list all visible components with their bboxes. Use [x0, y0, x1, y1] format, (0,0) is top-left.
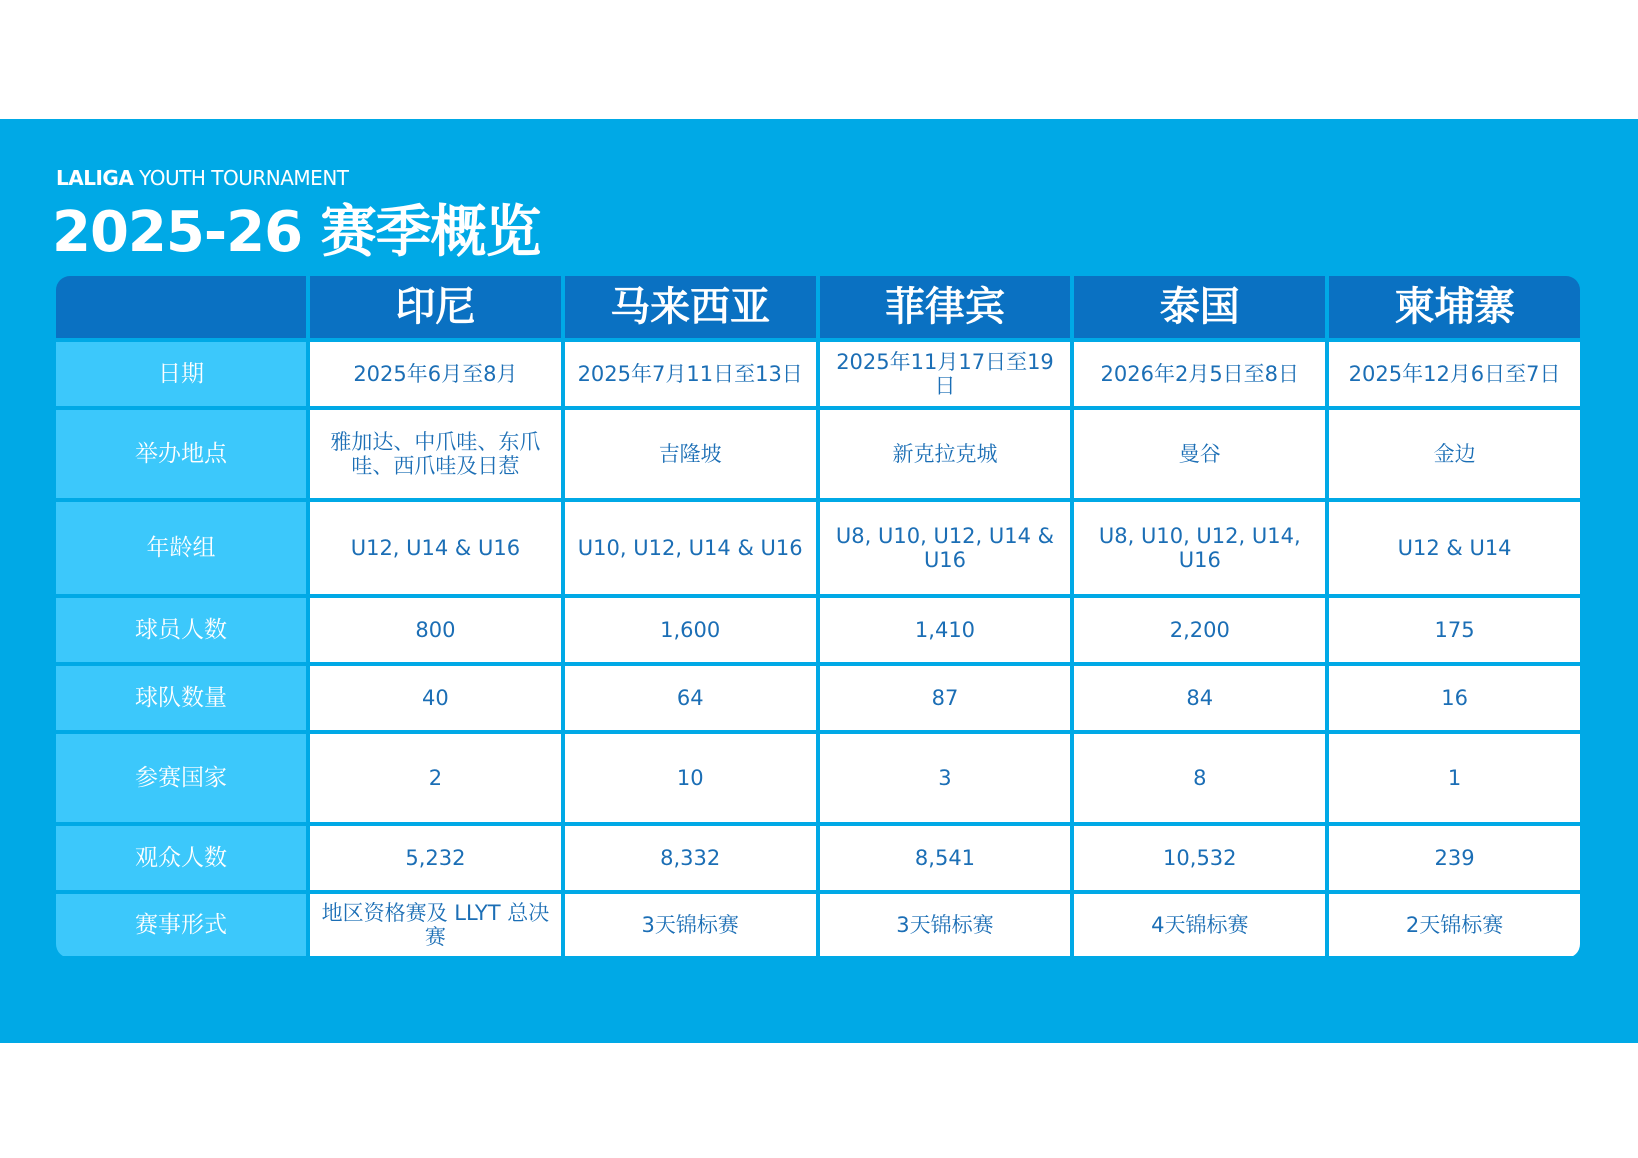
table-cell: 10: [565, 734, 816, 822]
table-cell: 2,200: [1074, 598, 1325, 662]
row-header: 参赛国家: [56, 734, 306, 822]
table-cell: 1,410: [820, 598, 1071, 662]
table-cell: 8: [1074, 734, 1325, 822]
table-cell: 金边: [1329, 410, 1580, 498]
table-cell: 3天锦标赛: [565, 894, 816, 956]
table-cell: 1: [1329, 734, 1580, 822]
table-cell: 2025年12月6日至7日: [1329, 342, 1580, 406]
table-cell: 64: [565, 666, 816, 730]
table-cell: 16: [1329, 666, 1580, 730]
row-header: 日期: [56, 342, 306, 406]
table-cell: 雅加达、中爪哇、东爪哇、西爪哇及日惹: [310, 410, 561, 498]
table-cell: 2: [310, 734, 561, 822]
table-cell: 239: [1329, 826, 1580, 890]
table-cell: 4天锦标赛: [1074, 894, 1325, 956]
row-header: 年龄组: [56, 502, 306, 594]
table-cell: 新克拉克城: [820, 410, 1071, 498]
column-header: 菲律宾: [820, 276, 1071, 338]
season-overview-table: [56, 276, 1580, 958]
table-cell: U12 & U14: [1329, 502, 1580, 594]
table-cell: U10, U12, U14 & U16: [565, 502, 816, 594]
table-cell: 2025年11月17日至19日: [820, 342, 1071, 406]
table-cell: 3: [820, 734, 1071, 822]
column-header: 柬埔寨: [1329, 276, 1580, 338]
table-cell: 2025年6月至8月: [310, 342, 561, 406]
table-cell: 87: [820, 666, 1071, 730]
row-header: 赛事形式: [56, 894, 306, 956]
table-cell: 吉隆坡: [565, 410, 816, 498]
table-cell: 10,532: [1074, 826, 1325, 890]
table-cell: 1,600: [565, 598, 816, 662]
table-cell: 84: [1074, 666, 1325, 730]
row-header: 球员人数: [56, 598, 306, 662]
table-cell: 175: [1329, 598, 1580, 662]
table-cell: 800: [310, 598, 561, 662]
table-cell: U8, U10, U12, U14, U16: [1074, 502, 1325, 594]
table-cell: 40: [310, 666, 561, 730]
row-header: 观众人数: [56, 826, 306, 890]
row-header: 举办地点: [56, 410, 306, 498]
header-corner: [56, 276, 306, 338]
table-cell: 8,332: [565, 826, 816, 890]
table-cell: 2025年7月11日至13日: [565, 342, 816, 406]
row-header: 球队数量: [56, 666, 306, 730]
table-cell: 2026年2月5日至8日: [1074, 342, 1325, 406]
table-cell: 5,232: [310, 826, 561, 890]
column-header: 泰国: [1074, 276, 1325, 338]
table-cell: 3天锦标赛: [820, 894, 1071, 956]
table-cell: 2天锦标赛: [1329, 894, 1580, 956]
table-cell: U8, U10, U12, U14 & U16: [820, 502, 1071, 594]
column-header: 马来西亚: [565, 276, 816, 338]
table-cell: 地区资格赛及 LLYT 总决赛: [310, 894, 561, 956]
table-cell: 8,541: [820, 826, 1071, 890]
table-cell: 曼谷: [1074, 410, 1325, 498]
brand-bold: LALIGA: [56, 166, 134, 190]
brand-logo-text: [56, 166, 349, 190]
table-cell: U12, U14 & U16: [310, 502, 561, 594]
column-header: 印尼: [310, 276, 561, 338]
brand-light: YOUTH TOURNAMENT: [139, 166, 349, 190]
page-title: 2025-26 赛季概览: [52, 200, 541, 265]
